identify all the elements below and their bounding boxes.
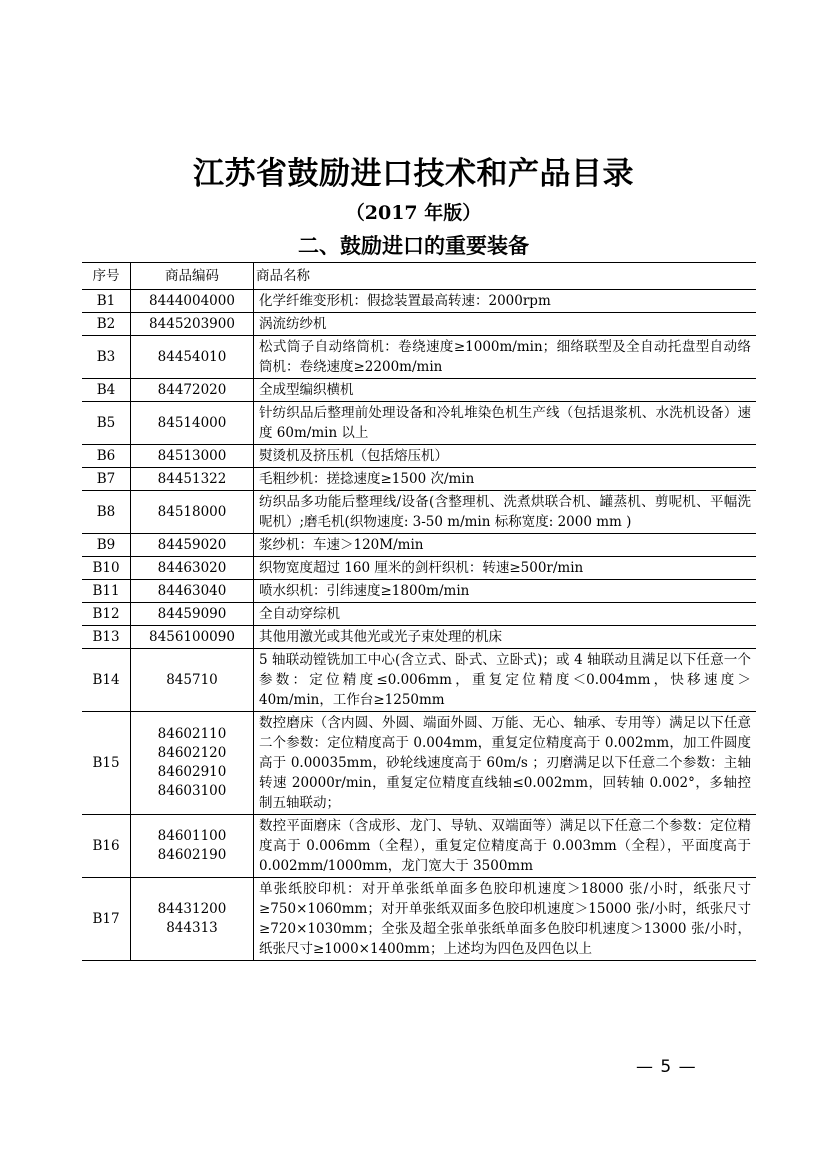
row-code: 84514000 bbox=[157, 414, 227, 431]
row-codes bbox=[131, 603, 254, 626]
row-name: 单张纸胶印机：对开单张纸单面多色胶印机速度＞18000 张/小时，纸张尺寸≥750×1060mm；对开单张纸双面多色胶印机速度＞15000 张/小时，纸张尺寸≥720×1030mm；全张及超全张单张纸单面多色胶印机速度＞13000 张/小时，纸张尺寸≥1000×1400mm；上述均为四色及四色以上 bbox=[254, 878, 757, 961]
row-codes bbox=[131, 402, 254, 445]
row-codes bbox=[131, 712, 254, 815]
row-seq: B14 bbox=[82, 649, 131, 712]
table-row bbox=[82, 712, 756, 815]
table-row bbox=[82, 313, 756, 336]
row-codes bbox=[131, 878, 254, 961]
table-body bbox=[82, 290, 756, 961]
row-name: 全成型编织横机 bbox=[254, 379, 757, 402]
row-name: 织物宽度超过 160 厘米的剑杆织机：转速≥500r/min bbox=[254, 557, 757, 580]
row-code: 84459090 bbox=[157, 605, 227, 622]
row-codes bbox=[131, 534, 254, 557]
table-row bbox=[82, 603, 756, 626]
row-codes bbox=[131, 313, 254, 336]
row-name: 松式筒子自动络筒机：卷绕速度≥1000m/min；细络联型及全自动托盘型自动络筒机：卷绕速度≥2200m/min bbox=[254, 336, 757, 379]
document-title: 江苏省鼓励进口技术和产品目录 bbox=[193, 156, 634, 192]
row-name: 数控磨床（含内圆、外圆、端面外圆、万能、无心、轴承、专用等）满足以下任意二个参数：定位精度高于 0.004mm，重复定位精度高于 0.002mm，加工件圆度高于 0.00035mm，砂轮线速度高于 60m/s ；刃磨满足以下任意二个参数：主轴转速 20000r/min，重复定位精度直线轴≤0.002mm，回转轴 0.002°，多轴控制五轴联动； bbox=[254, 712, 757, 815]
table-row bbox=[82, 580, 756, 603]
row-codes bbox=[131, 379, 254, 402]
header-code: 商品编码 bbox=[131, 263, 254, 290]
table-row bbox=[82, 402, 756, 445]
row-code: 84602190 bbox=[157, 847, 227, 863]
row-seq: B10 bbox=[82, 557, 131, 580]
row-codes bbox=[131, 626, 254, 649]
row-codes bbox=[131, 445, 254, 468]
row-code: 84451322 bbox=[157, 470, 227, 487]
row-name: 5 轴联动镗铣加工中心(含立式、卧式、立卧式)；或 4 轴联动且满足以下任意一个参数：定位精度≤0.006mm，重复定位精度＜0.004mm，快移速度＞40m/min，工作台≥1250mm bbox=[254, 649, 757, 712]
row-codes bbox=[131, 336, 254, 379]
header-name: 商品名称 bbox=[254, 263, 757, 290]
row-seq: B16 bbox=[82, 815, 131, 878]
row-code: 84603100 bbox=[157, 783, 227, 799]
row-codes bbox=[131, 557, 254, 580]
row-codes bbox=[131, 815, 254, 878]
table-row bbox=[82, 878, 756, 961]
row-seq: B2 bbox=[82, 313, 131, 336]
page-number: — 5 — bbox=[636, 1057, 697, 1077]
row-name: 数控平面磨床（含成形、龙门、导轨、双端面等）满足以下任意二个参数：定位精度高于 0.006mm（全程），重复定位精度高于 0.003mm（全程），平面度高于 0.002mm/1000mm，龙门宽大于 3500mm bbox=[254, 815, 757, 878]
row-codes bbox=[131, 468, 254, 491]
row-code: 84602110 bbox=[157, 726, 227, 742]
header-seq: 序号 bbox=[82, 263, 131, 290]
table-row bbox=[82, 815, 756, 878]
row-seq: B11 bbox=[82, 580, 131, 603]
row-seq: B6 bbox=[82, 445, 131, 468]
row-seq: B8 bbox=[82, 491, 131, 534]
row-codes bbox=[131, 491, 254, 534]
table-row bbox=[82, 491, 756, 534]
row-name: 喷水织机：引纬速度≥1800m/min bbox=[254, 580, 757, 603]
row-code: 84463020 bbox=[157, 559, 227, 576]
row-seq: B12 bbox=[82, 603, 131, 626]
table-row bbox=[82, 626, 756, 649]
catalog-table bbox=[82, 262, 756, 961]
row-code: 84431200 bbox=[157, 901, 227, 917]
row-name: 浆纱机：车速＞120M/min bbox=[254, 534, 757, 557]
row-name: 针纺织品后整理前处理设备和冷轧堆染色机生产线（包括退浆机、水洗机设备）速度 60m/min 以上 bbox=[254, 402, 757, 445]
row-code: 845710 bbox=[166, 671, 218, 688]
row-codes bbox=[131, 290, 254, 313]
row-code: 8456100090 bbox=[149, 628, 235, 645]
row-name: 纺织品多功能后整理线/设备(含整理机、洗煮烘联合机、罐蒸机、剪呢机、平幅洗呢机）;磨毛机(织物速度: 3-50 m/min 标称宽度: 2000 mm ) bbox=[254, 491, 757, 534]
row-seq: B7 bbox=[82, 468, 131, 491]
row-seq: B13 bbox=[82, 626, 131, 649]
row-code: 84601100 bbox=[157, 828, 227, 844]
row-name: 涡流纺纱机 bbox=[254, 313, 757, 336]
row-code: 84518000 bbox=[157, 503, 227, 520]
row-codes bbox=[131, 580, 254, 603]
table-header-row bbox=[82, 263, 756, 290]
row-name: 熨烫机及挤压机（包括熔压机） bbox=[254, 445, 757, 468]
row-name: 毛粗纱机：搓捻速度≥1500 次/min bbox=[254, 468, 757, 491]
table-row bbox=[82, 468, 756, 491]
row-code: 844313 bbox=[166, 920, 218, 936]
row-code: 8444004000 bbox=[149, 292, 235, 309]
table-row bbox=[82, 379, 756, 402]
row-seq: B15 bbox=[82, 712, 131, 815]
row-code: 84459020 bbox=[157, 536, 227, 553]
row-name: 化学纤维变形机：假捻装置最高转速：2000rpm bbox=[254, 290, 757, 313]
table-row bbox=[82, 336, 756, 379]
table-row bbox=[82, 534, 756, 557]
edition-label: （2017 年版） bbox=[345, 202, 482, 224]
row-code: 84472020 bbox=[157, 381, 227, 398]
table-row bbox=[82, 290, 756, 313]
table-row bbox=[82, 557, 756, 580]
row-code: 84454010 bbox=[157, 348, 227, 365]
table-row bbox=[82, 649, 756, 712]
row-seq: B17 bbox=[82, 878, 131, 961]
row-name: 其他用激光或其他光或光子束处理的机床 bbox=[254, 626, 757, 649]
row-name: 全自动穿综机 bbox=[254, 603, 757, 626]
row-seq: B9 bbox=[82, 534, 131, 557]
row-seq: B4 bbox=[82, 379, 131, 402]
row-code: 84463040 bbox=[157, 582, 227, 599]
row-code: 8445203900 bbox=[149, 315, 235, 332]
row-codes bbox=[131, 649, 254, 712]
section-title: 二、鼓励进口的重要装备 bbox=[298, 233, 529, 258]
row-code: 84602910 bbox=[157, 764, 227, 780]
row-code: 84513000 bbox=[157, 447, 227, 464]
table-row bbox=[82, 445, 756, 468]
row-seq: B1 bbox=[82, 290, 131, 313]
row-seq: B5 bbox=[82, 402, 131, 445]
row-seq: B3 bbox=[82, 336, 131, 379]
row-code: 84602120 bbox=[157, 745, 227, 761]
